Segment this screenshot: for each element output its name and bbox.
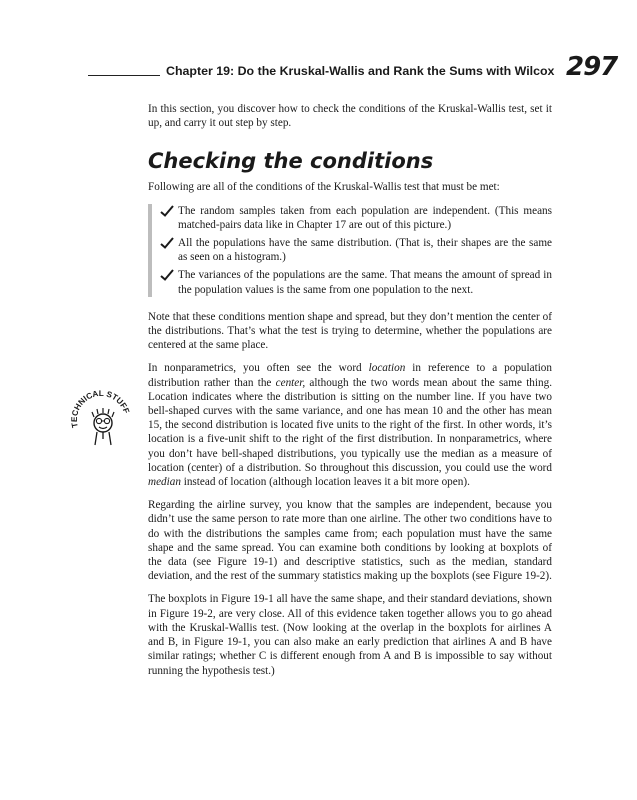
- median-term: median: [148, 476, 181, 489]
- section-heading: Checking the conditions: [148, 149, 434, 174]
- condition-text: The random samples taken from each population are independent. (This means matched-pairs data like in Chapter 17 are out of this picture.): [178, 204, 552, 231]
- condition-text: The variances of the populations are the same. That means the amount of spread in the population values is the same from one population to the next.: [178, 269, 552, 296]
- page-content: [148, 102, 552, 678]
- boxplots-paragraph: The boxplots in Figure 19-1 all have the same shape, and their standard deviations, shown in Figure 19-2, are very close. All of this evidence taken together allows you to go ahead with the Kruskal-Wallis test. (Now looking at the overlap in the boxplots for airlines A and B, in Figure 19-1, you can also make an early prediction that airlines A and B have similar ratings; whether C is different enough from A and B is impossible to say without running the hypothesis test.): [148, 593, 552, 677]
- page-number: 297: [566, 52, 618, 82]
- conditions-lead: Following are all of the conditions of the Kruskal-Wallis test that must be met:: [148, 181, 500, 194]
- condition-text: All the populations have the same distribution. (That is, their shapes are the same as seen on a histogram.): [178, 237, 552, 264]
- airline-survey-paragraph: Regarding the airline survey, you know that the samples are independent, because you didn’t use the same person to rate more than one airline. The other two conditions have to do with the distributions the samples came from; each population must have the same shape and the same spread. You can examine both conditions by looking at boxplots of the data (see Figure 19-1) and descriptive statistics, such as the median, standard deviation, and the rest of the summary statistics making up the boxplots (see Figure 19-2).: [148, 499, 552, 583]
- check-icon: [160, 237, 174, 249]
- list-item: [160, 204, 552, 232]
- shape-spread-paragraph: Note that these conditions mention shape and spread, but they don’t mention the center of the distributions. That’s what the test is trying to determine, whether the populations are centered at the same place.: [148, 310, 552, 352]
- running-header: [0, 52, 637, 92]
- technical-stuff-icon: [70, 387, 132, 449]
- technical-stuff-paragraph: In nonparametrics, you often see the word location in reference to a population distribution rather than the center, although the two words mean about the same thing. Location indicates where the distribution is sitting on the number line. If you have two bell-shaped curves with the same variance, and one has mean 10 and the other has mean 15, the second distribution is located five units to the right of the first. In other words, it’s location is a five-unit shift to the right of the first distribution. In nonparametrics, where you don’t have bell-shaped distributions, you typically use the median as a measure of location (center) of a distribution. So throughout this discussion, you could use the word median instead of location (although location leaves it a bit more open).: [148, 362, 552, 489]
- intro-paragraph: In this section, you discover how to check the conditions of the Kruskal-Wallis test, set it up, and carry it out step by step.: [148, 103, 552, 130]
- check-icon: [160, 205, 174, 217]
- center-term: center,: [275, 376, 306, 389]
- location-term: location: [368, 362, 406, 375]
- chapter-title: Chapter 19: Do the Kruskal-Wallis and Rank the Sums with Wilcox: [166, 64, 555, 78]
- conditions-list: [148, 204, 552, 297]
- technical-stuff-icon-label: TECHNICAL STUFF: [70, 388, 131, 429]
- check-icon: [160, 269, 174, 281]
- list-item: [160, 236, 552, 264]
- list-item: [160, 268, 552, 296]
- header-rule: [88, 75, 160, 76]
